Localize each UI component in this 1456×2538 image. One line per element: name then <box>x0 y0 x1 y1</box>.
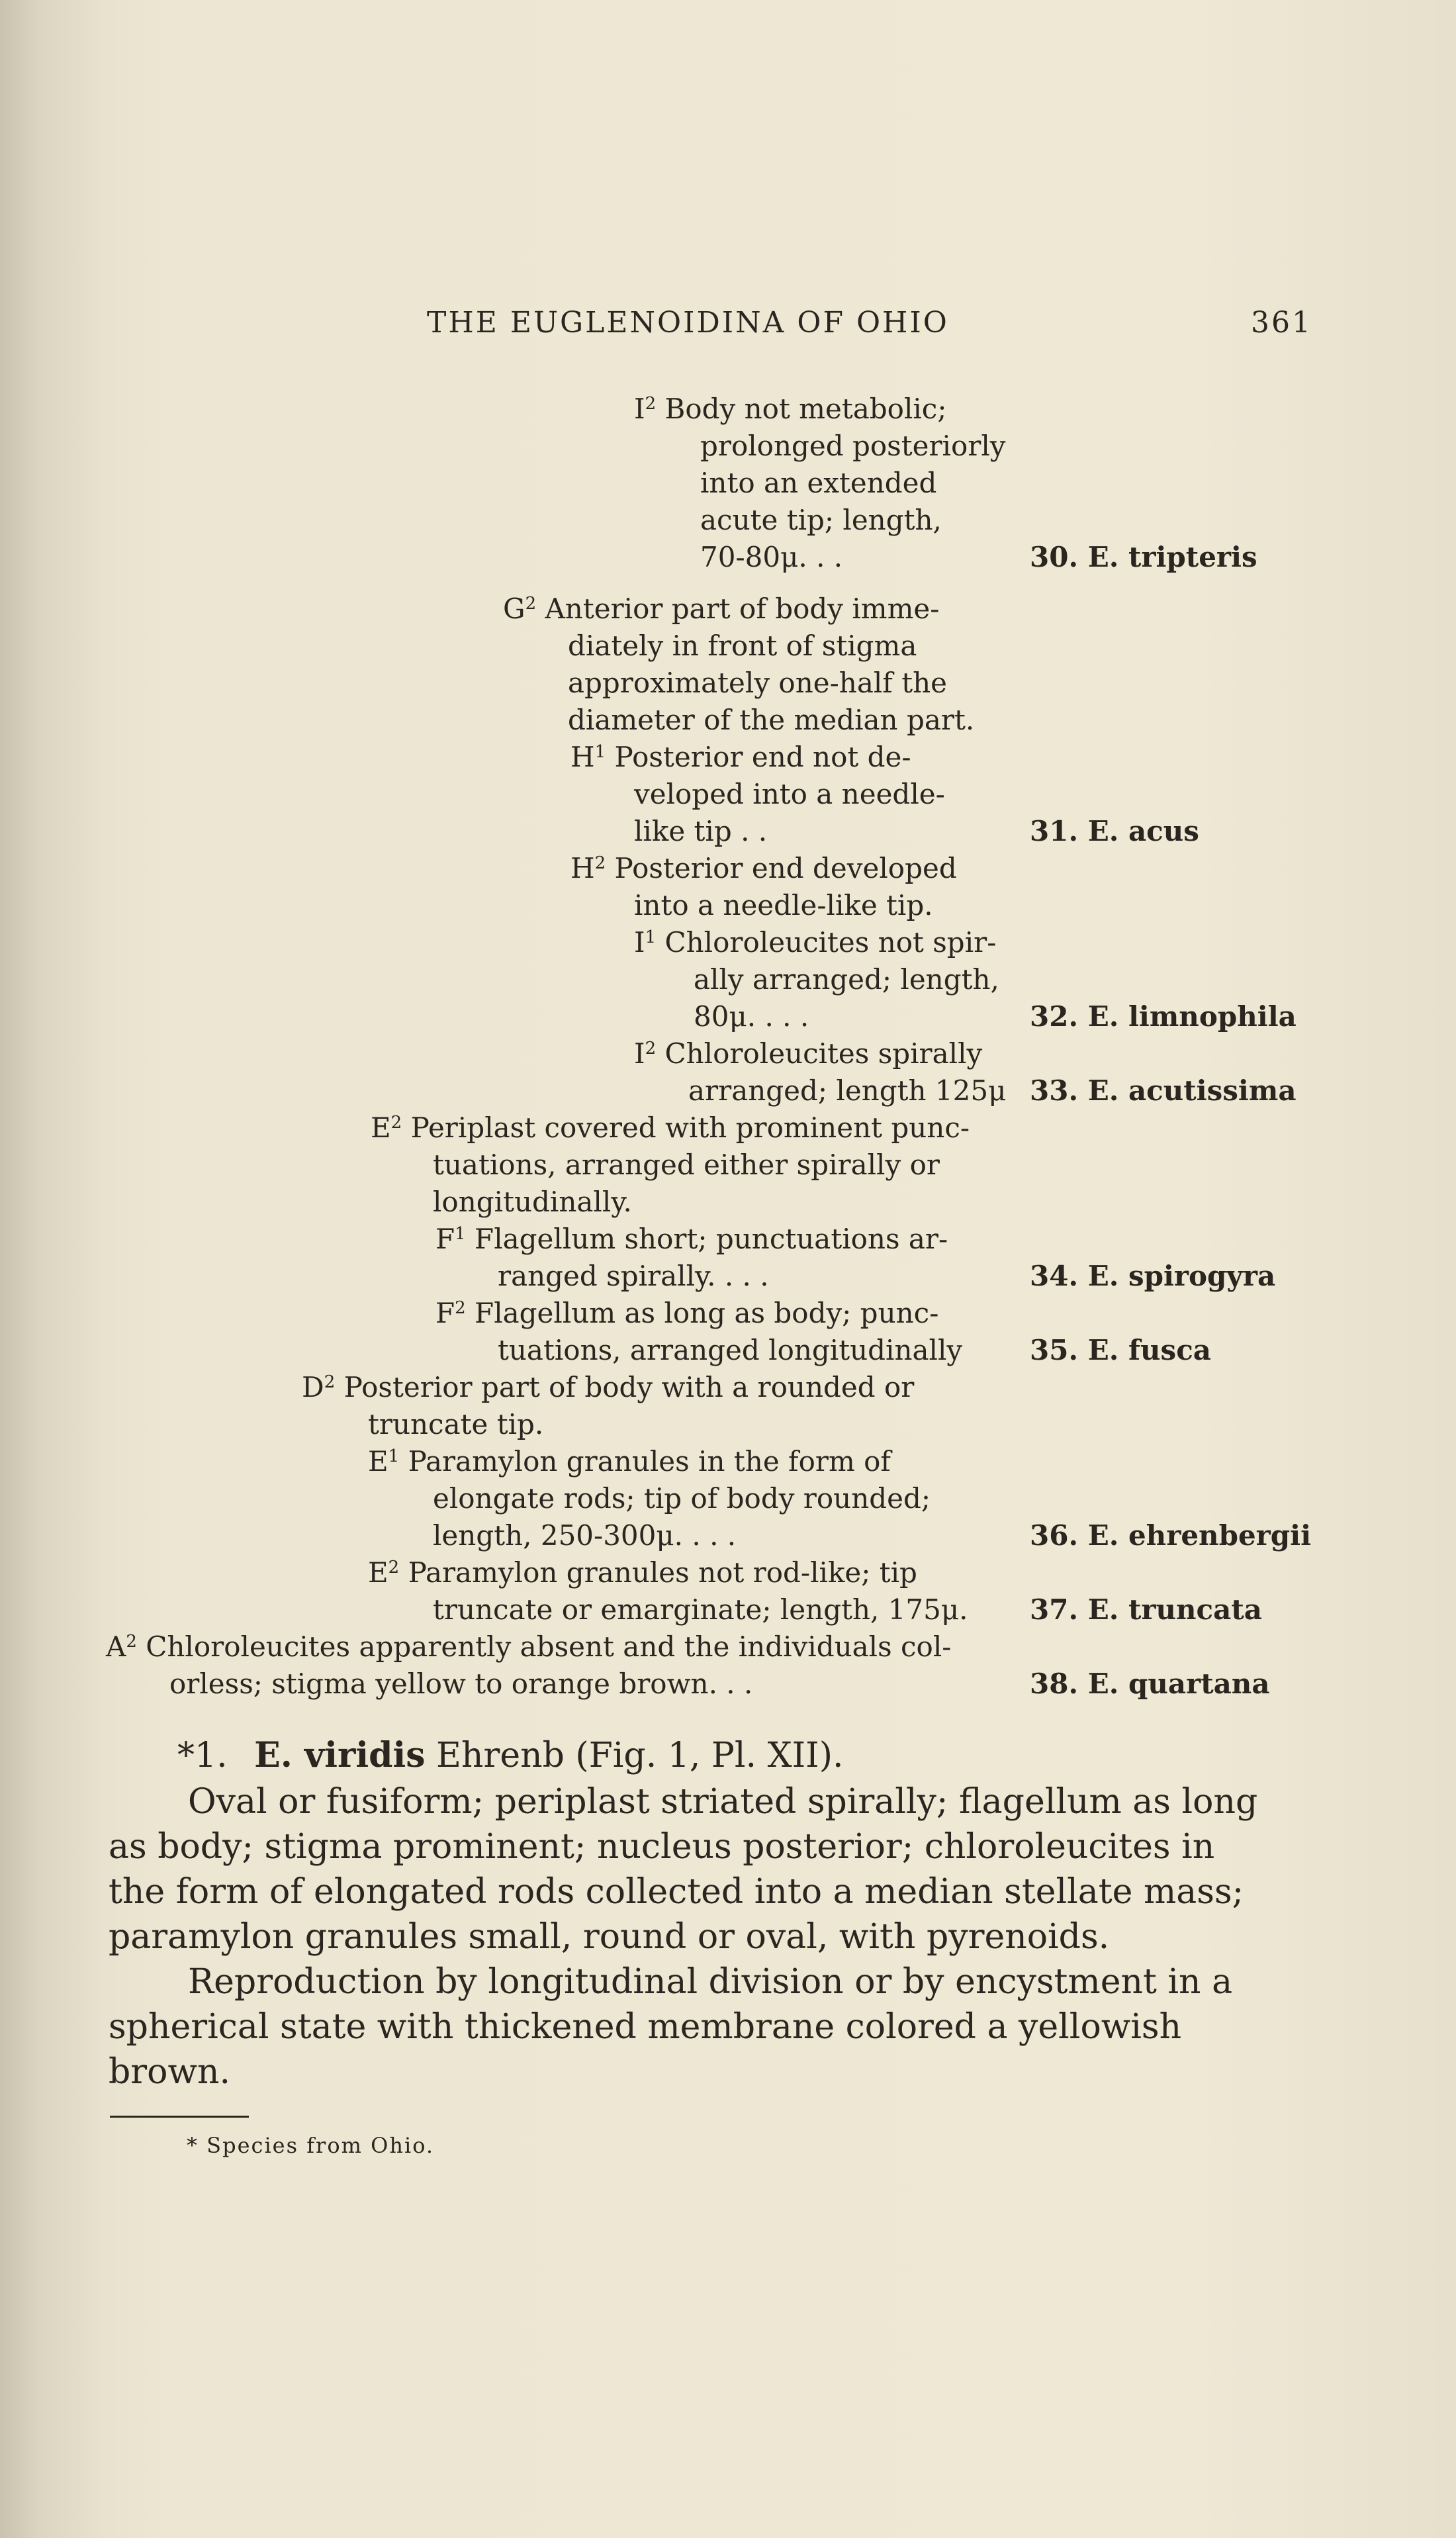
key-line: into a needle-like tip. <box>634 889 933 921</box>
key-line: $A^2$ Chloroleucites apparently absent and the individuals col- <box>106 1630 952 1663</box>
key-line: prolonged posteriorly <box>700 430 1006 462</box>
description-line: the form of elongated rods collected into a median stellate mass; <box>109 1872 1244 1912</box>
key-line: $D^2$ Posterior part of body with a rounded or <box>302 1371 915 1403</box>
key-line: $F^1$ Flagellum short; punctuations ar- <box>435 1223 948 1255</box>
footnote: * Species from Ohio. <box>187 2133 435 2158</box>
key-line: $G^2$ Anterior part of body imme- <box>503 592 940 625</box>
key-line: truncate tip. <box>368 1408 544 1440</box>
key-species-result: 33. E. acutissima <box>1030 1074 1297 1107</box>
key-line: truncate or emarginate; length, 175μ. <box>433 1593 968 1626</box>
reproduction-line: Reproduction by longitudinal division or by encystment in a <box>188 1962 1233 2002</box>
key-line: into an extended <box>700 467 937 499</box>
reproduction-line: spherical state with thickened membrane colored a yellowish <box>109 2007 1182 2047</box>
key-line: $I^2$ Body not metabolic; <box>634 393 947 425</box>
key-species-result: 30. E. tripteris <box>1030 541 1257 573</box>
key-line: 70-80μ. . . <box>700 541 843 573</box>
key-line: $E^1$ Paramylon granules in the form of <box>368 1445 891 1478</box>
key-line: acute tip; length, <box>700 504 942 536</box>
key-line: $H^1$ Posterior end not de- <box>570 741 911 773</box>
key-line: approximately one-half the <box>568 667 947 699</box>
species-heading <box>177 1733 844 1778</box>
key-species-result: 37. E. truncata <box>1030 1593 1262 1626</box>
key-line: longitudinally. <box>433 1186 632 1218</box>
key-line: $I^1$ Chloroleucites not spir- <box>634 926 997 959</box>
species-number: *1. <box>177 1736 228 1775</box>
key-line: $E^2$ Periplast covered with prominent punc- <box>371 1111 970 1144</box>
reproduction-line: brown. <box>109 2052 230 2092</box>
key-line: $H^2$ Posterior end developed <box>570 852 957 884</box>
description-line: paramylon granules small, round or oval, with pyrenoids. <box>109 1917 1110 1957</box>
key-line: diameter of the median part. <box>568 704 975 736</box>
key-species-result: 35. E. fusca <box>1030 1334 1211 1366</box>
key-line: elongate rods; tip of body rounded; <box>433 1482 931 1515</box>
key-line: arranged; length 125μ <box>688 1074 1007 1107</box>
key-line: like tip . . <box>634 815 768 847</box>
footnote-rule <box>110 2116 249 2118</box>
key-line: veloped into a needle- <box>634 778 945 810</box>
key-line: ranged spirally. . . . <box>498 1260 769 1292</box>
key-line: tuations, arranged either spirally or <box>433 1149 940 1181</box>
description-line: as body; stigma prominent; nucleus posterior; chloroleucites in <box>109 1827 1215 1867</box>
key-line: tuations, arranged longitudinally <box>498 1334 963 1366</box>
key-line: $E^2$ Paramylon granules not rod-like; tip <box>368 1556 917 1589</box>
key-line: $I^2$ Chloroleucites spirally <box>634 1037 983 1070</box>
key-line: ally arranged; length, <box>694 963 999 996</box>
key-species-result: 32. E. limnophila <box>1030 1000 1297 1033</box>
page-number: 361 <box>1251 306 1312 340</box>
key-species-result: 31. E. acus <box>1030 815 1199 847</box>
species-name: E. viridis <box>254 1735 426 1775</box>
key-line: $F^2$ Flagellum as long as body; punc- <box>435 1297 939 1329</box>
species-authority: Ehrenb (Fig. 1, Pl. XII). <box>436 1736 844 1775</box>
key-line: diately in front of stigma <box>568 630 917 662</box>
key-species-result: 34. E. spirogyra <box>1030 1260 1276 1292</box>
key-species-result: 38. E. quartana <box>1030 1668 1270 1700</box>
key-species-result: 36. E. ehrenbergii <box>1030 1519 1312 1552</box>
key-line: orless; stigma yellow to orange brown. . . <box>169 1668 753 1700</box>
key-line: length, 250-300μ. . . . <box>433 1519 737 1552</box>
description-line: Oval or fusiform; periplast striated spirally; flagellum as long <box>188 1782 1258 1822</box>
key-line: 80μ. . . . <box>694 1000 809 1033</box>
running-head-title: THE EUGLENOIDINA OF OHIO <box>427 306 949 340</box>
